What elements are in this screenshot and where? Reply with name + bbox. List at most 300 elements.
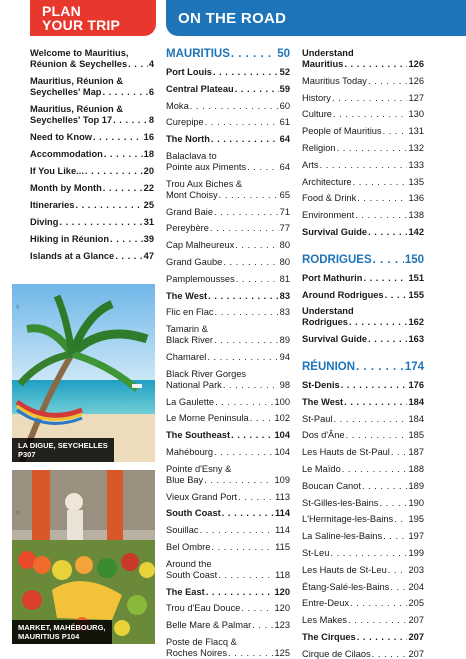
toc-entry[interactable] <box>166 101 290 112</box>
entry-row <box>302 254 424 267</box>
toc-major-entry[interactable] <box>302 290 424 301</box>
toc-entry[interactable] <box>166 179 290 201</box>
toc-entry[interactable] <box>166 274 290 285</box>
page-number: 6 <box>148 87 154 97</box>
plan-header-line2: YOUR TRIP <box>42 17 121 33</box>
entry-title: Food & Drink <box>302 193 357 204</box>
entry-row <box>302 498 424 509</box>
entry-row <box>302 361 424 374</box>
page-number: 47 <box>143 251 154 261</box>
entry-row <box>302 126 424 137</box>
on-the-road-header: ON THE ROAD <box>166 0 466 36</box>
page-number: 135 <box>408 176 424 187</box>
dot-leader <box>368 227 407 238</box>
dot-leader <box>113 115 148 126</box>
entry-row <box>166 397 290 408</box>
page-number: 203 <box>408 564 424 575</box>
toc-entry[interactable] <box>302 126 424 137</box>
toc-entry[interactable] <box>166 603 290 614</box>
page-number: 118 <box>275 569 290 580</box>
page-number: 100 <box>274 396 290 407</box>
entry-title: Réunion & Seychelles <box>30 59 128 69</box>
entry-title: Seychelles' Map <box>30 87 102 97</box>
toc-entry[interactable] <box>302 143 424 154</box>
entry-row <box>30 200 154 211</box>
plan-toc-entry[interactable] <box>30 200 154 211</box>
entry-title-line: Trou Aux Biches & <box>166 178 243 189</box>
entry-row <box>30 115 154 126</box>
entry-title: Islands at a Glance <box>30 251 115 261</box>
entry-row <box>302 290 424 301</box>
entry-row <box>30 166 154 177</box>
toc-major-entry[interactable] <box>302 632 424 643</box>
entry-title: St-Paul <box>302 413 333 424</box>
entry-title: South Coast <box>166 508 221 519</box>
page-number: 71 <box>279 206 290 217</box>
dot-leader <box>207 352 278 363</box>
page-number: 60 <box>279 100 290 111</box>
page-number: 102 <box>274 413 290 424</box>
plan-toc-entry[interactable] <box>30 166 154 177</box>
page-number: 184 <box>408 396 424 407</box>
beach-photo-caption <box>12 438 114 462</box>
entry-row <box>166 257 290 268</box>
entry-row <box>166 413 290 424</box>
page-number: 59 <box>279 83 290 94</box>
toc-major-entry[interactable] <box>302 306 424 328</box>
entry-row <box>30 149 154 160</box>
toc-entry[interactable] <box>302 447 424 458</box>
toc-major-entry[interactable] <box>166 508 290 519</box>
dot-leader <box>200 525 275 536</box>
page-number: 131 <box>408 126 424 137</box>
entry-row <box>302 615 424 626</box>
page-number: 204 <box>408 581 424 592</box>
toc-entry[interactable] <box>166 240 290 251</box>
entry-row <box>302 430 424 441</box>
dot-leader <box>213 67 279 78</box>
page-number: 25 <box>143 200 154 210</box>
toc-entry[interactable] <box>166 413 290 424</box>
dot-leader <box>75 200 142 211</box>
entry-title: Cap Malheureux <box>166 240 235 251</box>
plan-toc-entry[interactable] <box>30 217 154 228</box>
entry-row <box>30 59 154 70</box>
toc-major-entry[interactable] <box>166 587 290 598</box>
plan-toc-entry[interactable] <box>30 183 154 194</box>
dot-leader <box>320 160 408 171</box>
toc-entry[interactable] <box>302 582 424 593</box>
dot-leader <box>379 498 407 509</box>
toc-major-entry[interactable] <box>166 67 290 78</box>
entry-row <box>166 274 290 285</box>
entry-row <box>166 335 290 346</box>
entry-row <box>166 603 290 614</box>
entry-title: The Cirques <box>302 631 356 642</box>
dot-leader <box>341 380 408 391</box>
entry-title: Pamplemousses <box>166 273 235 284</box>
page-number: 61 <box>279 117 290 128</box>
toc-major-entry[interactable] <box>166 134 290 145</box>
toc-entry[interactable] <box>302 481 424 492</box>
page-number: 109 <box>274 474 290 485</box>
dot-leader <box>372 649 408 659</box>
entry-title: Les Makes <box>302 615 347 626</box>
entry-row <box>166 525 290 536</box>
dot-leader <box>59 217 142 228</box>
page-number: 115 <box>275 541 290 552</box>
entry-row <box>302 414 424 425</box>
entry-row <box>30 183 154 194</box>
dot-leader <box>355 210 407 221</box>
toc-entry[interactable] <box>302 565 424 576</box>
toc-entry[interactable] <box>302 414 424 425</box>
entry-title: St-Leu <box>302 547 330 558</box>
entry-row <box>302 514 424 525</box>
page-number: 184 <box>408 413 424 424</box>
entry-title: La Gaulette <box>166 396 215 407</box>
entry-title: Central Plateau <box>166 83 234 94</box>
page-number: 127 <box>408 92 424 103</box>
page-number: 176 <box>408 379 424 390</box>
dot-leader <box>368 76 408 87</box>
entry-row <box>30 234 154 245</box>
entry-title: Mauritius <box>302 59 344 69</box>
page-number: 199 <box>408 547 424 558</box>
entry-row <box>166 101 290 112</box>
entry-title: Le Maïdo <box>302 463 341 474</box>
toc-major-entry[interactable] <box>302 273 424 284</box>
page-number: 83 <box>279 307 290 318</box>
page-number: 18 <box>143 149 154 159</box>
entry-title: The West <box>302 396 344 407</box>
toc-entry[interactable] <box>166 307 290 318</box>
toc-entry[interactable] <box>302 210 424 221</box>
entry-row <box>302 548 424 559</box>
market-photo <box>12 470 155 644</box>
plan-header-line1: PLAN <box>42 3 81 19</box>
entry-title: Boucan Canot <box>302 480 361 491</box>
entry-row <box>166 134 290 145</box>
plan-your-trip-list <box>30 48 154 268</box>
page-number: 31 <box>143 217 154 227</box>
toc-entry[interactable] <box>166 324 290 346</box>
entry-row <box>302 598 424 609</box>
toc-entry[interactable] <box>166 117 290 128</box>
plan-toc-entry[interactable] <box>30 149 154 160</box>
toc-entry[interactable] <box>302 464 424 475</box>
toc-entry[interactable] <box>302 109 424 120</box>
toc-entry[interactable] <box>166 542 290 553</box>
dot-leader <box>390 582 407 593</box>
dot-leader <box>357 632 408 643</box>
entry-title: Rodrigues <box>302 317 348 328</box>
dot-leader <box>334 414 408 425</box>
entry-title: Grand Gaube <box>166 256 223 267</box>
dot-leader <box>252 620 273 631</box>
entry-title: South Coast <box>166 569 218 580</box>
entry-title: The East <box>166 586 205 597</box>
page-number: 142 <box>408 226 424 237</box>
entry-title: Les Hauts de St-Leu <box>302 564 387 575</box>
plan-your-trip-header <box>30 0 156 36</box>
entry-row <box>302 109 424 120</box>
dot-leader <box>115 251 142 262</box>
toc-entry[interactable] <box>302 615 424 626</box>
page-number: 80 <box>279 256 290 267</box>
dot-leader <box>353 177 408 188</box>
dot-leader <box>385 290 408 301</box>
dot-leader <box>211 134 279 145</box>
toc-entry[interactable] <box>302 649 424 659</box>
page-number: 185 <box>408 430 424 441</box>
page-number: 126 <box>408 59 424 69</box>
dot-leader <box>206 587 274 598</box>
toc-entry[interactable] <box>302 531 424 542</box>
page-number: 125 <box>274 647 290 658</box>
entry-row <box>302 582 424 593</box>
entry-title: Port Louis <box>166 67 212 77</box>
market-photo-caption <box>12 620 112 644</box>
entry-title: Chamarel <box>166 351 207 362</box>
plan-toc-entry[interactable] <box>30 76 154 98</box>
entry-title: Blue Bay <box>166 474 204 485</box>
dot-leader <box>349 317 408 328</box>
dot-leader <box>368 334 407 345</box>
entry-title: Arts <box>302 159 319 170</box>
dot-leader <box>337 143 408 154</box>
dot-leader <box>342 464 408 475</box>
toc-entry[interactable] <box>302 514 424 525</box>
entry-row <box>302 227 424 238</box>
toc-entry[interactable] <box>166 464 290 486</box>
entry-row <box>166 162 290 173</box>
dot-leader <box>190 101 279 112</box>
entry-row <box>302 193 424 204</box>
dot-leader <box>362 481 408 492</box>
toc-entry[interactable] <box>166 257 290 268</box>
entry-title: Souillac <box>166 525 199 536</box>
entry-title-line: Tamarin & <box>166 324 208 335</box>
page-number: 81 <box>279 273 290 284</box>
toc-entry[interactable] <box>166 151 290 173</box>
entry-title: Moka <box>166 100 189 111</box>
market-caption-line1: MARKET, MAHÉBOURG, <box>18 623 106 632</box>
dot-leader <box>330 548 407 559</box>
market-illustration <box>12 470 155 644</box>
plan-toc-entry[interactable] <box>30 132 154 143</box>
beach-photo-credit: © <box>15 304 20 310</box>
toc-entry[interactable] <box>302 160 424 171</box>
entry-title: Vieux Grand Port <box>166 491 238 502</box>
toc-entry[interactable] <box>166 620 290 631</box>
dot-leader <box>333 109 408 120</box>
entry-title-line: Understand <box>302 306 354 317</box>
page-number: 104 <box>274 430 290 441</box>
toc-entry[interactable] <box>166 559 290 581</box>
entry-row <box>302 649 424 659</box>
section-heading[interactable] <box>302 361 424 374</box>
page-number: 189 <box>408 480 424 491</box>
dot-leader <box>214 447 273 458</box>
toc-entry[interactable] <box>166 637 290 659</box>
entry-title: Month by Month <box>30 183 102 193</box>
entry-row <box>302 93 424 104</box>
page-number: 132 <box>408 142 424 153</box>
page-number: 151 <box>408 272 424 283</box>
dot-leader <box>110 234 143 245</box>
toc-entry[interactable] <box>166 369 290 391</box>
page-number: 138 <box>408 210 424 221</box>
dot-leader <box>223 380 279 391</box>
entry-title: The West <box>166 290 208 301</box>
entry-row <box>166 508 290 519</box>
dot-leader <box>356 361 404 374</box>
entry-row <box>302 177 424 188</box>
entry-row <box>302 531 424 542</box>
entry-title-line: Pointe d'Esny & <box>166 463 232 474</box>
entry-title: Survival Guide <box>302 334 368 345</box>
toc-entry[interactable] <box>302 177 424 188</box>
entry-row <box>302 380 424 391</box>
toc-major-entry[interactable] <box>166 291 290 302</box>
entry-row <box>302 160 424 171</box>
page-number: 187 <box>408 447 424 458</box>
toc-major-entry[interactable] <box>166 430 290 441</box>
entry-title: Mahébourg <box>166 446 214 457</box>
toc-major-entry[interactable] <box>302 397 424 408</box>
dot-leader <box>394 514 407 525</box>
entry-row <box>302 273 424 284</box>
page-number: 133 <box>408 159 424 170</box>
dot-leader <box>223 257 278 268</box>
page-number: 123 <box>274 620 290 631</box>
entry-title: Black River <box>166 335 214 346</box>
entry-row <box>166 542 290 553</box>
dot-leader <box>348 615 408 626</box>
dot-leader <box>222 508 274 519</box>
page-number: 162 <box>408 317 424 328</box>
toc-entry[interactable] <box>302 498 424 509</box>
entry-title: MAURITIUS <box>166 48 230 60</box>
dot-leader <box>383 531 407 542</box>
dot-leader <box>219 190 279 201</box>
toc-entry[interactable] <box>166 207 290 218</box>
page-number: 94 <box>279 351 290 362</box>
entry-title: Grand Baie <box>166 206 214 217</box>
page-number: 188 <box>408 463 424 474</box>
entry-row <box>166 352 290 363</box>
entry-title: St-Gilles-les-Bains <box>302 497 379 508</box>
entry-title: Trou d'Eau Douce <box>166 603 241 614</box>
dot-leader <box>235 240 278 251</box>
entry-row <box>166 240 290 251</box>
entry-row <box>166 117 290 128</box>
entry-title: Flic en Flac <box>166 307 214 318</box>
entry-title: RÉUNION <box>302 360 356 373</box>
entry-title: Culture <box>302 109 332 120</box>
dot-leader <box>344 397 407 408</box>
page-number: 8 <box>148 115 154 125</box>
dot-leader <box>241 603 273 614</box>
page-number: 65 <box>279 189 290 200</box>
plan-toc-entry[interactable] <box>30 104 154 126</box>
toc-entry[interactable] <box>302 430 424 441</box>
entry-title: History <box>302 92 331 103</box>
dot-leader <box>104 149 143 160</box>
toc-major-entry[interactable] <box>302 227 424 238</box>
toc-entry[interactable] <box>166 397 290 408</box>
toc-entry[interactable] <box>302 93 424 104</box>
entry-title: The North <box>166 134 210 145</box>
dot-leader <box>205 117 279 128</box>
page-number: 150 <box>404 253 424 266</box>
toc-major-entry[interactable] <box>302 334 424 345</box>
entry-row <box>166 430 290 441</box>
dot-leader <box>231 48 276 61</box>
page-number: 20 <box>143 166 154 176</box>
toc-entry[interactable] <box>166 223 290 234</box>
toc-entry[interactable] <box>166 525 290 536</box>
toc-major-entry[interactable] <box>166 84 290 95</box>
entry-title: Environment <box>302 210 355 221</box>
entry-row <box>166 207 290 218</box>
toc-major-entry[interactable] <box>302 380 424 391</box>
toc-entry[interactable] <box>302 548 424 559</box>
plan-toc-entry[interactable] <box>30 48 154 70</box>
toc-major-entry[interactable] <box>302 48 424 70</box>
dot-leader <box>214 335 279 346</box>
toc-entry[interactable] <box>302 76 424 87</box>
toc-entry[interactable] <box>166 447 290 458</box>
toc-entry[interactable] <box>166 492 290 503</box>
entry-title: Entre-Deux <box>302 598 350 609</box>
entry-row <box>30 217 154 228</box>
entry-title: Seychelles' Top 17 <box>30 115 113 125</box>
dot-leader <box>373 254 404 267</box>
dot-leader <box>218 570 274 581</box>
entry-row <box>302 464 424 475</box>
section-heading[interactable] <box>302 254 424 267</box>
beach-caption-line2: P307 <box>18 450 36 459</box>
page-number: 197 <box>408 531 424 542</box>
entry-title: Roches Noires <box>166 647 227 658</box>
page-number: 136 <box>408 193 424 204</box>
entry-row <box>30 251 154 262</box>
dot-leader <box>236 274 279 285</box>
page-number: 155 <box>408 289 424 300</box>
page-number: 104 <box>274 446 290 457</box>
beach-palm-illustration <box>12 284 155 462</box>
toc-entry[interactable] <box>166 352 290 363</box>
dot-leader <box>357 193 407 204</box>
dot-leader <box>344 59 407 70</box>
entry-row <box>302 632 424 643</box>
entry-title: Pereybère <box>166 223 209 234</box>
plan-toc-entry[interactable] <box>30 234 154 245</box>
plan-toc-entry[interactable] <box>30 251 154 262</box>
section-heading[interactable] <box>166 48 290 61</box>
entry-row <box>30 87 154 98</box>
dot-leader <box>210 223 279 234</box>
dot-leader <box>215 307 279 318</box>
page-number: 114 <box>275 508 290 519</box>
entry-title: Port Mathurin <box>302 272 363 283</box>
toc-entry[interactable] <box>302 598 424 609</box>
entry-row <box>166 291 290 302</box>
beach-photo <box>12 284 155 462</box>
toc-entry[interactable] <box>302 193 424 204</box>
